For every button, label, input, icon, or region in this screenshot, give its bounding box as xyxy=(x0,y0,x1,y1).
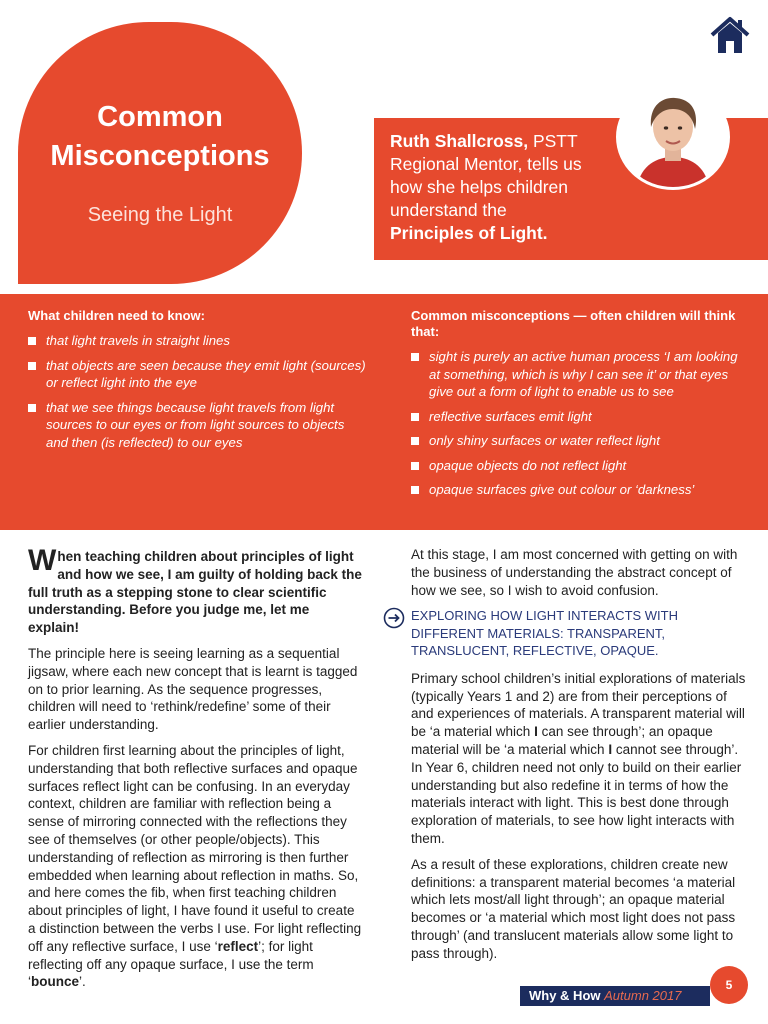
misconceptions-list xyxy=(411,348,746,499)
author-photo-icon xyxy=(619,87,727,187)
need-to-know-section xyxy=(28,308,368,458)
page-subtitle: Seeing the Light xyxy=(87,204,233,226)
page-number: 5 xyxy=(710,966,748,1004)
author-intro: Ruth Shallcross, PSTT Regional Mentor, tells us how she helps children understand the Principles of Light. xyxy=(374,118,768,260)
body-paragraph: The principle here is seeing learning as a sequential jigsaw, where each new concept that is learnt is tagged on to prior learning. As the sequence progresses, children will need to ‘rethink/redefine’ some of their earlier understanding. xyxy=(28,645,358,733)
list-item: only shiny surfaces or water reflect light xyxy=(411,432,746,450)
list-item: sight is purely an active human process ‘I am looking at something, which is why I can see it’ or that eyes give out a form of light to enable us to see xyxy=(411,348,746,401)
key-facts-band xyxy=(0,294,768,530)
article-right-column xyxy=(411,546,748,971)
article-left-column xyxy=(28,544,364,999)
author-avatar xyxy=(616,84,730,190)
body-paragraph: For children first learning about the principles of light, understanding that both reflective surfaces and opaque surfaces reflect light can be confusing. In an everyday context, children are familiar with reflection being a sense of mirroring connected with the reflections they see of themselves (or other people/objects). This understanding of reflection as mirroring is then further embedded when learning about reflection in maths. So, and here comes the fib, when first teaching children about principles of light, I have found it useful to create a distinction between the verbs I use. For light reflecting off any reflective surface, I use ‘reflect’; for light reflecting off any opaque surface, I use the term ‘bounce’. xyxy=(28,742,362,990)
list-item: that light travels in straight lines xyxy=(28,332,368,350)
footer-masthead xyxy=(520,986,710,1006)
author-name: Ruth Shallcross, xyxy=(390,131,529,151)
list-item: reflective surfaces emit light xyxy=(411,408,746,426)
exploring-subheading: EXPLORING HOW LIGHT INTERACTS WITH DIFFERENT MATERIALS: TRANSPARENT, TRANSLUCENT, REFLECTIVE, OPAQUE. xyxy=(411,607,748,660)
drop-cap: W xyxy=(28,544,57,577)
issue-season: Autumn 2017 xyxy=(604,988,682,1003)
page-title: Common Misconceptions xyxy=(50,101,270,172)
misconceptions-heading: Common misconceptions — often children will think that: xyxy=(411,308,736,339)
lead-paragraph: When teaching children about principles of light and how we see, I am guilty of holding back the full truth as a stepping stone to clear scientific understanding. Before you judge me, let me explain! xyxy=(28,544,362,636)
need-to-know-heading: What children need to know: xyxy=(28,308,205,323)
home-icon[interactable] xyxy=(710,16,750,56)
publication-name: Why & How xyxy=(529,988,601,1003)
body-paragraph: At this stage, I am most concerned with getting on with the business of understanding the abstract concept of how we see, so I wish to avoid confusion. xyxy=(411,547,738,598)
body-paragraph: Primary school children’s initial explorations of materials (typically Years 1 and 2) are from their perceptions of and experiences of materials. A transparent material will be ‘a material which I can see through’; an opaque material will be ‘a material which I cannot see through’. In Year 6, children need not only to build on their earlier understanding but also redefine it in terms of how the materials interact with light. This is best done through exploration of materials, to see how light interacts with them. xyxy=(411,670,746,847)
list-item: opaque objects do not reflect light xyxy=(411,457,746,475)
need-to-know-list xyxy=(28,332,368,451)
arrow-right-circle-icon xyxy=(383,607,405,629)
list-item: that objects are seen because they emit light (sources) or reflect light into the eye xyxy=(28,357,368,392)
list-item: that we see things because light travels from light sources to our eyes or from light sources to objects and then (is reflected) to our eyes xyxy=(28,399,368,452)
body-paragraph: As a result of these explorations, children create new definitions: a transparent material becomes ‘a material which lets most/all light through’; an opaque material becomes or ‘a material which most light does not pass through’ (and translucent materials allow some light to pass through). xyxy=(411,856,736,961)
misconceptions-section xyxy=(411,308,746,506)
list-item: opaque surfaces give out colour or ‘darkness’ xyxy=(411,481,746,499)
